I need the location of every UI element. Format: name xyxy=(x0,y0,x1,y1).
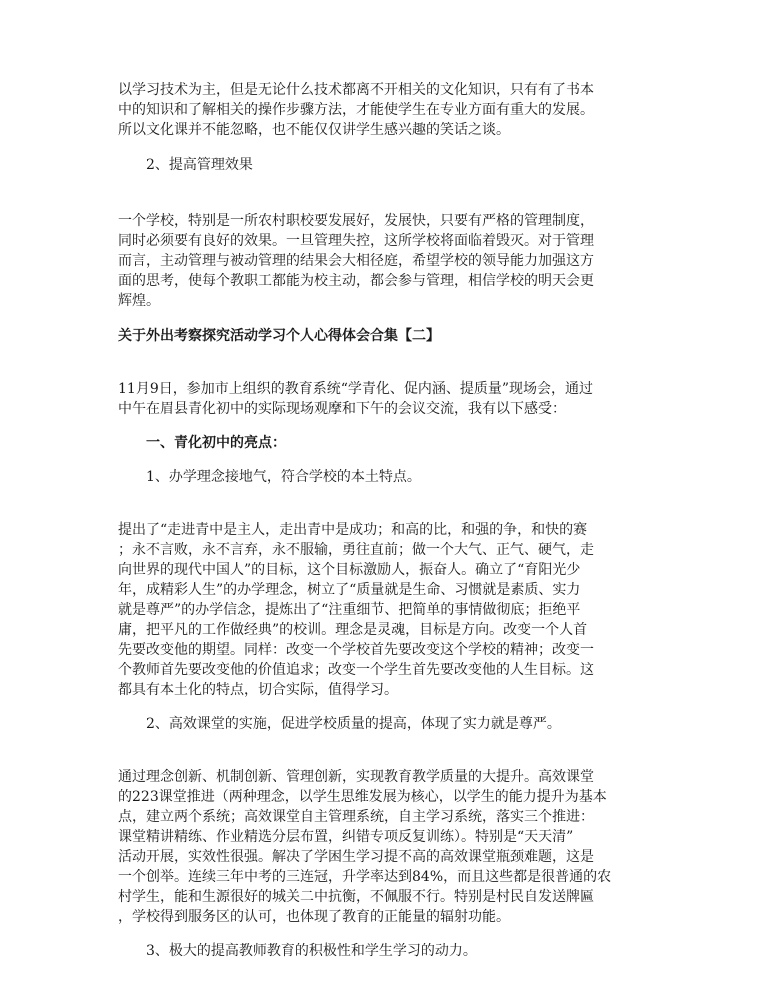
paragraph-efficient-classroom: 通过理念创新、机制创新、管理创新，实现教育教学质量的大提升。高效课堂 的223课堂推进（两种理念，以学生思维发展为核心，以学生的能力提升为基本 点，建立两个系统；高效课堂自主管理系统，自主学习系统，落实三个推进： 课堂精讲精练、作业精选分层布置，纠错专项反复训练）。特别是“天天清” 活动开展，实效性很强。解决了学困生学习提不高的高效课堂瓶颈难题，这是 一个创举。连续三年中考的三连冠，升学率达到84%，而且这些都是很普通的农 村学生，能和生源很好的城关二中抗衡，不佩服不行。特别是村民自发送牌匾 ，学校得到服务区的认可，也体现了教育的正能量的辐射功能。 xyxy=(118,769,612,925)
heading-item-3: 3、极大的提高教师教育的积极性和学生学习的动力。 xyxy=(146,943,477,959)
paragraph-management: 一个学校，特别是一所农村职校要发展好，发展快，只要有严格的管理制度， 同时必须要有良好的效果。一旦管理失控，这所学校将面临着毁灭。对于管理 而言，主动管理与被动管理的结果会大相径庭，希望学校的领导能力加强这方 面的思考，使每个教职工都能为校主动，都会参与管理，相信学校的明天会更 辉煌。 xyxy=(118,213,594,309)
section-title: 关于外出考察探究活动学习个人心得体会合集【二】 xyxy=(118,328,440,344)
document-page xyxy=(118,80,658,961)
heading-item-1: 1、办学理念接地气，符合学校的本土特点。 xyxy=(146,469,421,485)
heading-item-2: 2、高效课堂的实施，促进学校质量的提高，体现了实力就是尊严。 xyxy=(146,716,561,732)
paragraph-philosophy: 提出了“走进青中是主人，走出青中是成功；和高的比，和强的争，和快的赛 ；永不言败，永不言弃，永不服输，勇往直前；做一个大气、正气、硬气，走 向世界的现代中国人”的目标，这个目标激励人，振奋人。确立了“育阳光少 年，成精彩人生”的办学理念，树立了“质量就是生命、习惯就是素质、实力 就是尊严”的办学信念，提炼出了“注重细节、把简单的事情做彻底；拒绝平 庸，把平凡的工作做经典”的校训。理念是灵魂，目标是方向。改变一个人首 先要改变他的期望。同样：改变一个学校首先要改变这个学校的精神；改变一 个教师首先要改变他的价值追求；改变一个学生首先要改变他的人生目标。这 都具有本土化的特点，切合实际，值得学习。 xyxy=(118,522,594,698)
paragraph-culture-course: 以学习技术为主，但是无论什么技术都离不开相关的文化知识，只有有了书本 中的知识和了解相关的操作步骤方法，才能使学生在专业方面有重大的发展。 所以文化课并不能忽略，也不能仅仅讲学生感兴趣的笑话之谈。 xyxy=(118,82,594,138)
heading-highlights: 一、青化初中的亮点： xyxy=(146,435,286,451)
paragraph-intro: 11月9日，参加市上组织的教育系统“学青化、促内涵、提质量”现场会，通过 中午在眉县青化初中的实际现场观摩和下午的会议交流，我有以下感受： xyxy=(118,381,594,417)
heading-improve-management: 2、提高管理效果 xyxy=(146,157,253,173)
